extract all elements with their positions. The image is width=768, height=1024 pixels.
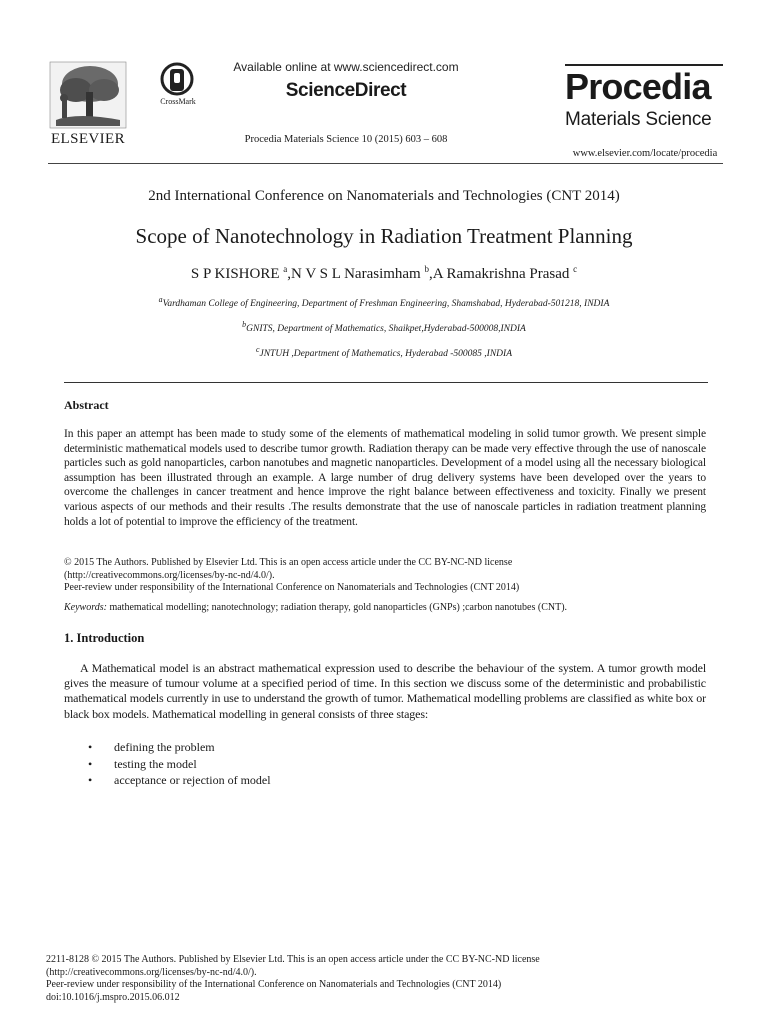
list-item bbox=[64, 739, 464, 756]
list-item-text: testing the model bbox=[114, 756, 197, 771]
abstract-body: In this paper an attempt has been made to study some of the elements of mathematical modeling in solid tumor growth. We present simple deterministic mathematical models used to describe tumor growth. Radiation therapy can be made very effective through the use of nanoscale particles such as gold nanoparticles, carbon nanotubes and magnetic nanoparticles. Development of a model using all the necessary biological assumption has been illustrated through an example. A large number of drug delivery systems have been developed over the years to overcome the challenges in cancer treatment and hence improve the right balance between effectiveness and toxicity. Finally we present various aspects of our methods and their results .The results demonstrate that the use of nanoscale particles in radiation treatment planning holds a lot of potential to improve the efficiency of the treatment. bbox=[64, 428, 706, 528]
affiliation-text: JNTUH ,Department of Mathematics, Hyderabad -500085 ,INDIA bbox=[259, 349, 513, 360]
publisher-name: ELSEVIER bbox=[50, 131, 126, 147]
affiliation-text: Vardhaman College of Engineering, Department of Freshman Engineering, Shamshabad, Hyderabad-501218, INDIA bbox=[162, 299, 610, 310]
journal-subtitle: Materials Science bbox=[565, 109, 712, 130]
journal-title: Procedia bbox=[565, 66, 711, 107]
introduction-paragraph bbox=[64, 661, 706, 722]
introduction-text: A Mathematical model is an abstract mathematical expression used to describe the behaviour of the system. A tumor growth model gives the measure of tumour volume at a specified period of time. In this section we discuss some of the deterministic and probabilistic mathematical models currently in use to understand the growth of tumor. Mathematical modelling problems are classified as white box or black box models. Mathematical modelling in general consists of three stages: bbox=[64, 661, 706, 721]
available-online-text: Available online at www.sciencedirect.com bbox=[233, 60, 459, 74]
footer-copyright: 2211-8128 © 2015 The Authors. Published by Elsevier Ltd. This is an open access article under the CC BY-NC-ND license bbox=[46, 954, 540, 965]
affiliation-superscript: c bbox=[255, 345, 260, 354]
conference-name: 2nd International Conference on Nanomaterials and Technologies (CNT 2014) bbox=[148, 188, 620, 204]
elsevier-logo bbox=[48, 60, 128, 150]
author-superscript: b bbox=[424, 264, 429, 274]
elsevier-tree-icon bbox=[48, 60, 128, 130]
bullet-icon: • bbox=[88, 773, 93, 787]
peer-review-line: Peer-review under responsibility of the International Conference on Nanomaterials and Technologies (CNT 2014) bbox=[64, 582, 520, 593]
copyright-line: © 2015 The Authors. Published by Elsevier Ltd. This is an open access article under the CC BY-NC-ND license bbox=[64, 557, 513, 568]
header-divider bbox=[48, 163, 723, 164]
keywords-label: Keywords: bbox=[64, 602, 107, 613]
keywords-line bbox=[64, 602, 708, 613]
bullet-icon: • bbox=[88, 740, 93, 754]
keywords-text: mathematical modelling; nanotechnology; radiation therapy, gold nanoparticles (GNPs) ;carbon nanotubes (CNT). bbox=[106, 602, 568, 613]
stage-list bbox=[64, 739, 464, 789]
list-item-text: defining the problem bbox=[114, 740, 215, 754]
list-item bbox=[64, 756, 464, 773]
footer-license-link[interactable]: (http://creativecommons.org/licenses/by-nc-nd/4.0/). bbox=[46, 966, 257, 978]
author-list bbox=[0, 264, 768, 283]
author-superscript: a bbox=[283, 264, 288, 274]
affiliation-superscript: b bbox=[242, 320, 247, 329]
author-separator: , bbox=[287, 266, 292, 282]
footer-doi[interactable]: doi:10.1016/j.mspro.2015.06.012 bbox=[46, 991, 180, 1003]
author-name: N V S L Narasimham bbox=[291, 266, 425, 282]
affiliation bbox=[0, 320, 768, 334]
section-heading-introduction: 1. Introduction bbox=[64, 631, 145, 645]
abstract-heading: Abstract bbox=[64, 398, 109, 412]
list-item-text: acceptance or rejection of model bbox=[114, 773, 271, 787]
bullet-icon: • bbox=[88, 756, 93, 771]
crossmark-label: CrossMark bbox=[160, 97, 196, 106]
affiliation bbox=[0, 345, 768, 359]
title-divider bbox=[64, 382, 708, 383]
author-separator: , bbox=[428, 266, 433, 282]
paper-title: Scope of Nanotechnology in Radiation Treatment Planning bbox=[135, 224, 633, 248]
page-footer bbox=[46, 954, 726, 1004]
author-superscript: c bbox=[573, 264, 578, 274]
journal-reference: Procedia Materials Science 10 (2015) 603 – 608 bbox=[244, 134, 448, 145]
affiliation bbox=[0, 295, 768, 309]
author-name: S P KISHORE bbox=[190, 266, 284, 282]
author-name: A Ramakrishna Prasad bbox=[432, 266, 574, 282]
license-notice bbox=[64, 557, 708, 595]
affiliation-text: GNITS, Department of Mathematics, Shaikpet,Hyderabad-500008,INDIA bbox=[246, 324, 526, 335]
sciencedirect-logo[interactable]: ScienceDirect bbox=[285, 80, 407, 101]
journal-url-link[interactable]: www.elsevier.com/locate/procedia bbox=[572, 148, 718, 159]
affiliation-superscript: a bbox=[158, 295, 163, 304]
list-item bbox=[64, 772, 464, 789]
footer-peer-review: Peer-review under responsibility of the International Conference on Nanomaterials and Technologies (CNT 2014) bbox=[46, 979, 502, 991]
license-link[interactable]: (http://creativecommons.org/licenses/by-nc-nd/4.0/). bbox=[64, 569, 275, 581]
